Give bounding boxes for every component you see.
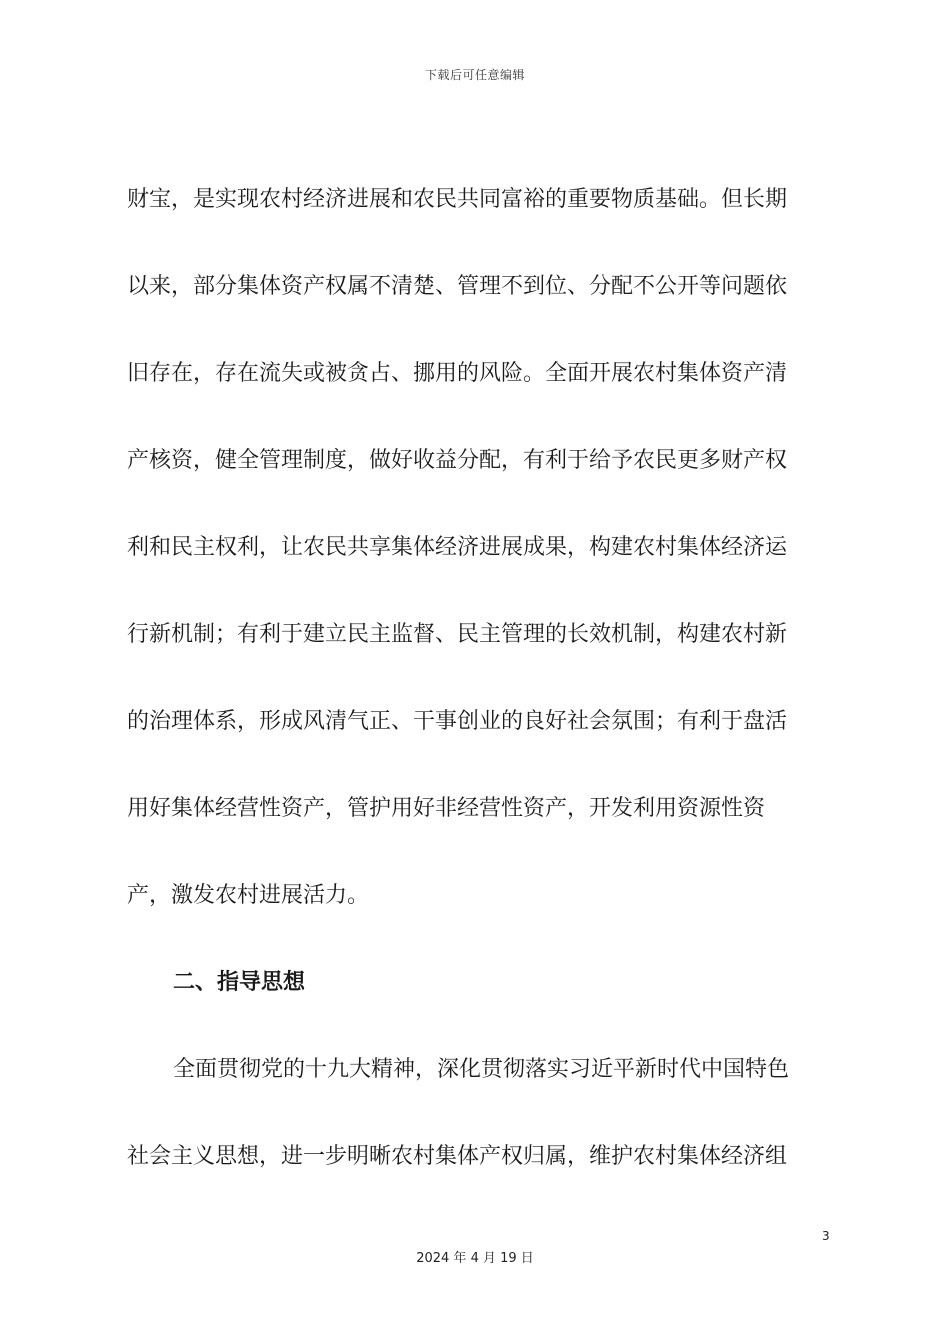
text-line: 社会主义思想，进一步明晰农村集体产权归属，维护农村集体经济组	[127, 1144, 788, 1169]
text-line: 全面贯彻党的十九大精神，深化贯彻落实习近平新时代中国特色	[173, 1057, 790, 1082]
paragraph-2	[127, 1043, 827, 1217]
footer-date: 2024 年 4 月 19 日	[416, 1251, 534, 1266]
text-line: 以来，部分集体资产权属不清楚、管理不到位、分配不公开等问题依	[127, 274, 788, 299]
text-line: 行新机制；有利于建立民主监督、民主管理的长效机制，构建农村新	[127, 622, 788, 647]
section-heading: 二、指导思想	[173, 970, 306, 995]
text-line: 利和民主权利，让农民共享集体经济进展成果，构建农村集体经济运	[127, 535, 788, 560]
text-line: 用好集体经营性资产，管护用好非经营性资产，开发利用资源性资	[127, 796, 766, 821]
text-line: 的治理体系，形成风清气正、干事创业的良好社会氛围；有利于盘活	[127, 709, 788, 734]
text-line: 旧存在，存在流失或被贪占、挪用的风险。全面开展农村集体资产清	[127, 361, 788, 386]
body-text	[127, 173, 827, 1217]
paragraph-1	[127, 173, 827, 956]
text-line: 产核资，健全管理制度，做好收益分配，有利于给予农民更多财产权	[127, 448, 788, 473]
page-number: 3	[822, 1229, 830, 1243]
page-header: 下载后可任意编辑	[424, 68, 525, 82]
text-line: 产，激发农村进展活力。	[127, 883, 370, 908]
text-line: 财宝，是实现农村经济进展和农民共同富裕的重要物质基础。但长期	[127, 187, 788, 212]
